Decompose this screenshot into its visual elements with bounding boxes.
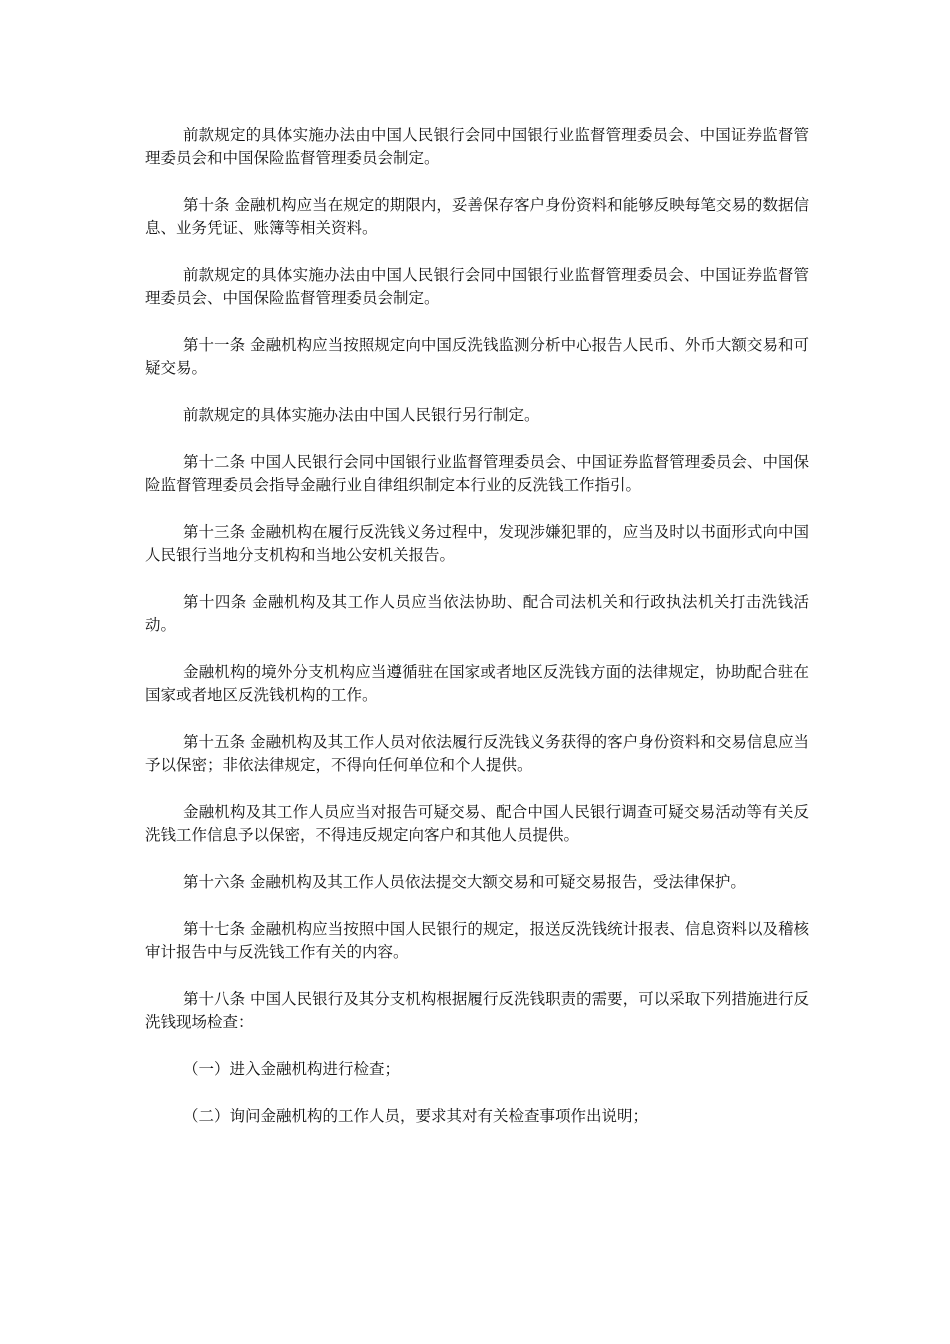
list-item: （一）进入金融机构进行检查；: [183, 1060, 401, 1078]
paragraph: 第十五条 金融机构及其工作人员对依法履行反洗钱义务获得的客户身份资料和交易信息应当予以保密；非依法律规定，不得向任何单位和个人提供。: [145, 733, 809, 774]
paragraph: 第十七条 金融机构应当按照中国人民银行的规定，报送反洗钱统计报表、信息资料以及稽核审计报告中与反洗钱工作有关的内容。: [145, 920, 809, 961]
paragraph: 金融机构及其工作人员应当对报告可疑交易、配合中国人民银行调查可疑交易活动等有关反洗钱工作信息予以保密，不得违反规定向客户和其他人员提供。: [145, 803, 809, 844]
paragraph: 第十二条 中国人民银行会同中国银行业监督管理委员会、中国证券监督管理委员会、中国保险监督管理委员会指导金融行业自律组织制定本行业的反洗钱工作指引。: [145, 453, 809, 494]
paragraph: 前款规定的具体实施办法由中国人民银行会同中国银行业监督管理委员会、中国证券监督管理委员会和中国保险监督管理委员会制定。: [145, 126, 809, 167]
paragraph: 第十三条 金融机构在履行反洗钱义务过程中，发现涉嫌犯罪的，应当及时以书面形式向中国人民银行当地分支机构和当地公安机关报告。: [145, 523, 809, 564]
paragraph: 第十条 金融机构应当在规定的期限内，妥善保存客户身份资料和能够反映每笔交易的数据信息、业务凭证、账簿等相关资料。: [145, 196, 809, 237]
document-body: [145, 124, 809, 1152]
paragraph: 第十八条 中国人民银行及其分支机构根据履行反洗钱职责的需要，可以采取下列措施进行反洗钱现场检查：: [145, 990, 809, 1031]
paragraph: 前款规定的具体实施办法由中国人民银行另行制定。: [183, 406, 540, 424]
list-item: （二）询问金融机构的工作人员，要求其对有关检查事项作出说明；: [183, 1107, 649, 1125]
paragraph: 第十六条 金融机构及其工作人员依法提交大额交易和可疑交易报告，受法律保护。: [183, 873, 746, 891]
paragraph: 金融机构的境外分支机构应当遵循驻在国家或者地区反洗钱方面的法律规定，协助配合驻在国家或者地区反洗钱机构的工作。: [145, 663, 809, 704]
paragraph: 第十一条 金融机构应当按照规定向中国反洗钱监测分析中心报告人民币、外币大额交易和可疑交易。: [145, 336, 809, 377]
paragraph: 第十四条 金融机构及其工作人员应当依法协助、配合司法机关和行政执法机关打击洗钱活动。: [145, 593, 809, 634]
paragraph: 前款规定的具体实施办法由中国人民银行会同中国银行业监督管理委员会、中国证券监督管理委员会、中国保险监督管理委员会制定。: [145, 266, 809, 307]
